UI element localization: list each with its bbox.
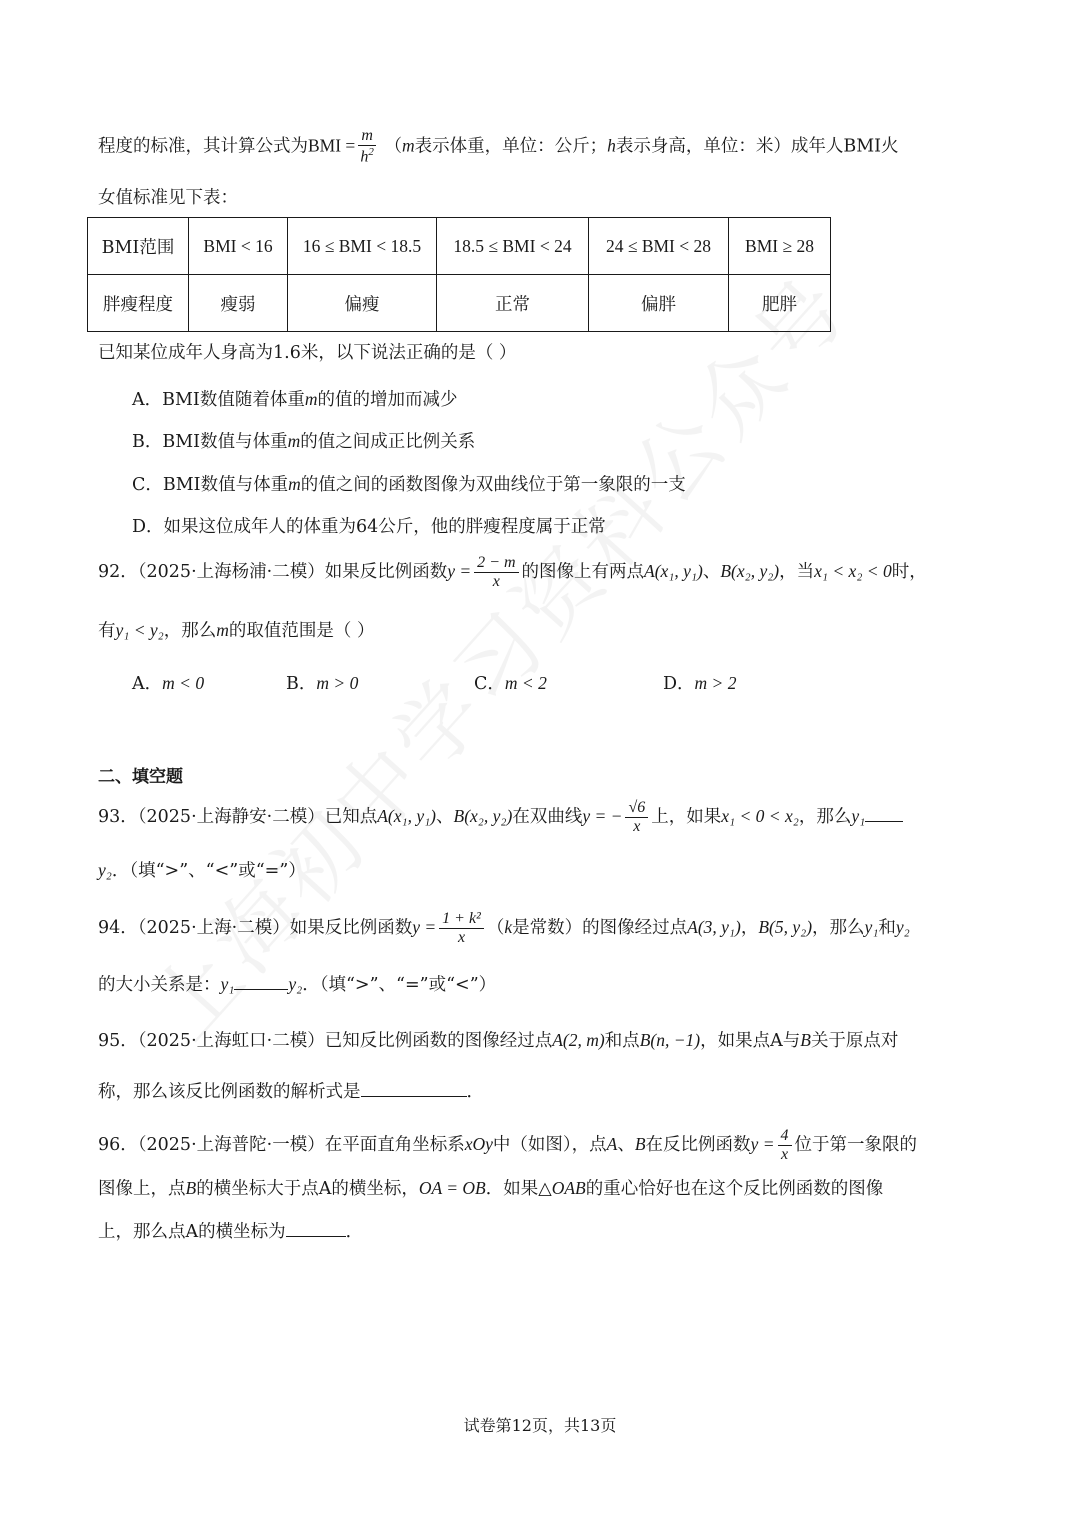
answer-blank[interactable] (286, 1220, 346, 1237)
bmi-standard-table (87, 217, 831, 332)
q95-line-1: 95．（2025·上海虹口·二模）已知反比例函数的图像经过点A(2, m)和点B(n, −1)，如果点A与B关于原点对 (98, 1030, 899, 1051)
table-cell: 16 ≤ BMI < 18.5 (288, 218, 437, 275)
q94-line-1: 94．（2025·上海·二模）如果反比例函数y = $\frac{\text{1 + k²}}{x}$ （k是常数）的图像经过点A(3, y₁)，B(5, y₂)，那么y₁和y₂ (98, 910, 910, 946)
table-cell: 偏瘦 (288, 275, 437, 332)
q91-option-b: B．BMI数值与体重m的值之间成正比例关系 (132, 431, 476, 452)
intro-line-2: 女值标准见下表： (98, 188, 238, 208)
q92-line-1: 92．（2025·上海杨浦·二模）如果反比例函数y = $\frac{2 - m}{x}$ 的图像上有两点A(x₁, y₁)、B(x₂, y₂)，当x₁ < x₂ < 0时， (98, 554, 927, 590)
bmi-formula-lhs: BMI = (308, 135, 356, 156)
table-cell: 偏胖 (589, 275, 729, 332)
q92-option-c: C．m < 2 (474, 673, 547, 694)
q91-option-c: C．BMI数值与体重m的值之间的函数图像为双曲线位于第一象限的一支 (132, 474, 686, 495)
table-cell: BMI ≥ 28 (729, 218, 831, 275)
table-cell: 24 ≤ BMI < 28 (589, 218, 729, 275)
table-cell: BMI < 16 (189, 218, 288, 275)
table-cell: 胖瘦程度 (88, 275, 189, 332)
q92-fraction: $\frac{2 - m}{x}$ (474, 555, 518, 590)
answer-blank[interactable] (865, 805, 903, 822)
q91-stem: 已知某位成年人身高为1.6米，以下说法正确的是（ ） (98, 343, 517, 363)
page-footer: 试卷第12页，共13页 (463, 1416, 617, 1435)
q94-line-2: 的大小关系是：y₁ y₂．（填“>”、“=”或“<”） (98, 974, 497, 995)
answer-blank[interactable] (234, 973, 288, 990)
table-row (88, 218, 831, 275)
bmi-fraction: $\frac{m}{h^2}$ (358, 128, 376, 166)
section-heading: 二、填空题 (98, 767, 183, 787)
q96-fraction: $\frac{4}{x}$ (778, 1128, 792, 1163)
q92-option-a: A．m < 0 (132, 673, 205, 694)
q96-line-1: 96．（2025·上海普陀·一模）在平面直角坐标系xOy中（如图），点A、B在反比例函数y = $\frac{4}{x}$ 位于第一象限的 (98, 1127, 917, 1163)
q93-fraction: $\frac{√6}{x}$ (625, 800, 648, 835)
intro-text: 程度的标准，其计算公式为 (98, 136, 308, 157)
intro-line-1: 程度的标准，其计算公式为BMI = $\frac{m}{h^2}$ （m表示体重，单位：公斤；h表示身高，单位：米）成年人BMI火 (98, 127, 899, 166)
table-cell: 肥胖 (729, 275, 831, 332)
q95-line-2: 称，那么该反比例函数的解析式是 ． (98, 1082, 484, 1102)
q94-fraction: $\frac{\text{1 + k²}}{x}$ (439, 911, 484, 946)
q96-line-3: 上，那么点A的横坐标为 ． (98, 1222, 364, 1242)
q92-option-d: D．m > 2 (663, 673, 737, 694)
q92-option-b: B．m > 0 (286, 673, 359, 694)
table-cell: 18.5 ≤ BMI < 24 (437, 218, 589, 275)
q93-line-2: y₂．（填“>”、“<”或“=”） (98, 860, 306, 881)
table-cell: BMI范围 (88, 218, 189, 275)
table-cell: 正常 (437, 275, 589, 332)
table-row (88, 275, 831, 332)
answer-blank[interactable] (361, 1080, 467, 1097)
q91-option-a: A．BMI数值随着体重m的值的增加而减少 (132, 389, 458, 410)
q92-line-2: 有y₁ < y₂，那么m的取值范围是（ ） (98, 620, 375, 641)
table-cell: 瘦弱 (189, 275, 288, 332)
q93-line-1: 93．（2025·上海静安·二模）已知点A(x₁, y₁)、B(x₂, y₂)在双曲线y = − $\frac{√6}{x}$ 上，如果x₁ < 0 < x₂，那么y₁ (98, 800, 903, 835)
q91-option-d: D．如果这位成年人的体重为64公斤，他的胖瘦程度属于正常 (132, 517, 606, 537)
q96-line-2: 图像上，点B的横坐标大于点A的横坐标，OA = OB．如果△OAB的重心恰好也在这个反比例函数的图像 (98, 1178, 884, 1199)
